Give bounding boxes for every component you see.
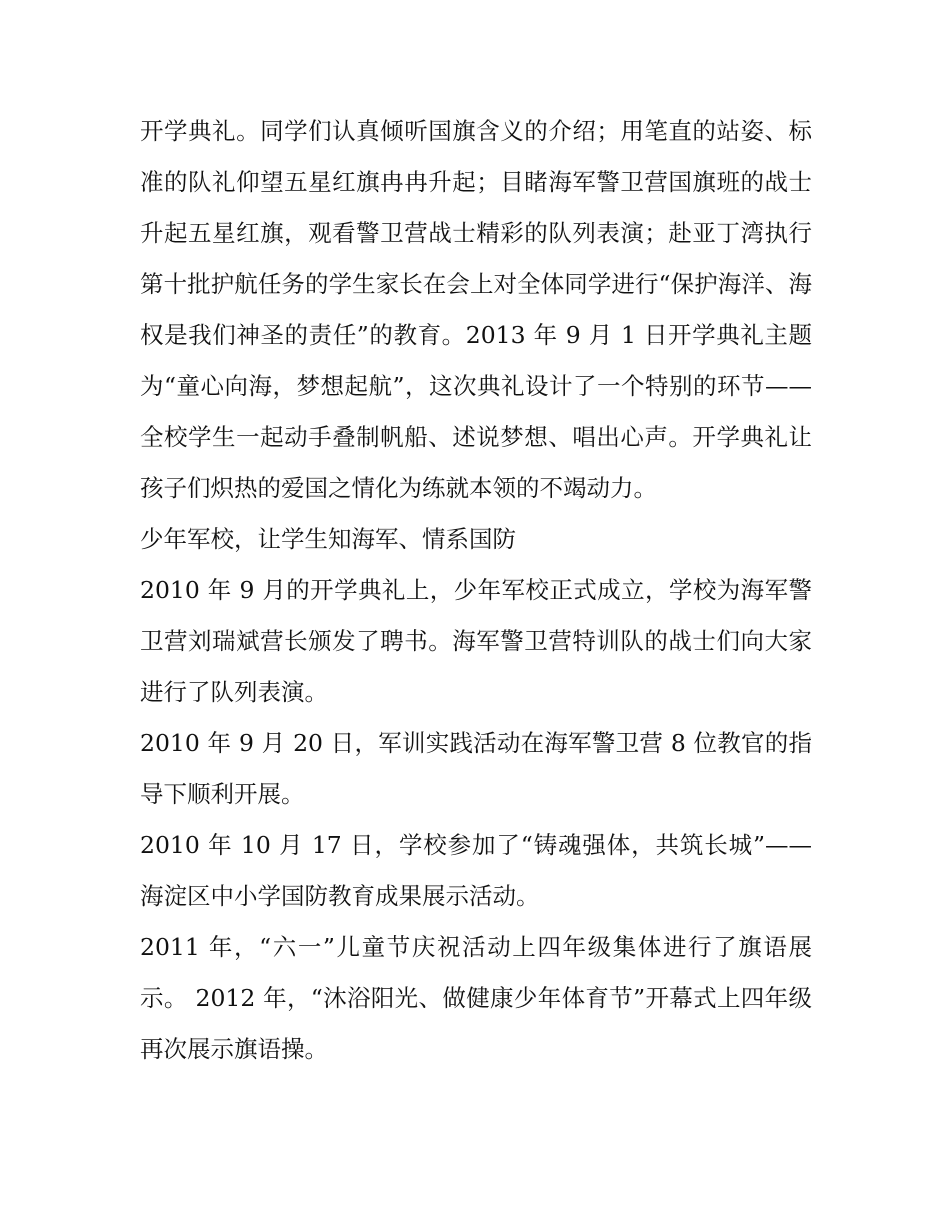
paragraph-2010-september-20: 2010 年 9 月 20 日，军训实践活动在海军警卫营 8 位教官的指导下顺利开展。 bbox=[140, 729, 812, 808]
paragraph-2010-october-17: 2010 年 10 月 17 日，学校参加了“铸魂强体，共筑长城”——海淀区中小学国防教育成果展示活动。 bbox=[140, 831, 812, 910]
paragraph-heading-junior-military-school: 少年军校，让学生知海军、情系国防 bbox=[140, 525, 516, 553]
paragraph-opening-ceremony: 开学典礼。同学们认真倾听国旗含义的介绍；用笔直的站姿、标准的队礼仰望五星红旗冉冉升起；目睹海军警卫营国旗班的战士升起五星红旗，观看警卫营战士精彩的队列表演；赴亚丁湾执行第十批护航任务的学生家长在会上对全体同学进行“保护海洋、海权是我们神圣的责任”的教育。2013 年 9 月 1 日开学典礼主题为“童心向海，梦想起航”，这次典礼设计了一个特别的环节——全校学生一起动手叠制帆船、述说梦想、唱出心声。开学典礼让孩子们炽热的爱国之情化为练就本领的不竭动力。 bbox=[140, 117, 812, 502]
paragraph-2011-2012-semaphore: 2011 年，“六一”儿童节庆祝活动上四年级集体进行了旗语展示。 2012 年，“沐浴阳光、做健康少年体育节”开幕式上四年级再次展示旗语操。 bbox=[140, 933, 812, 1063]
document-body bbox=[140, 106, 812, 1075]
paragraph-2010-september: 2010 年 9 月的开学典礼上，少年军校正式成立，学校为海军警卫营刘瑞斌营长颁发了聘书。海军警卫营特训队的战士们向大家进行了队列表演。 bbox=[140, 576, 812, 706]
